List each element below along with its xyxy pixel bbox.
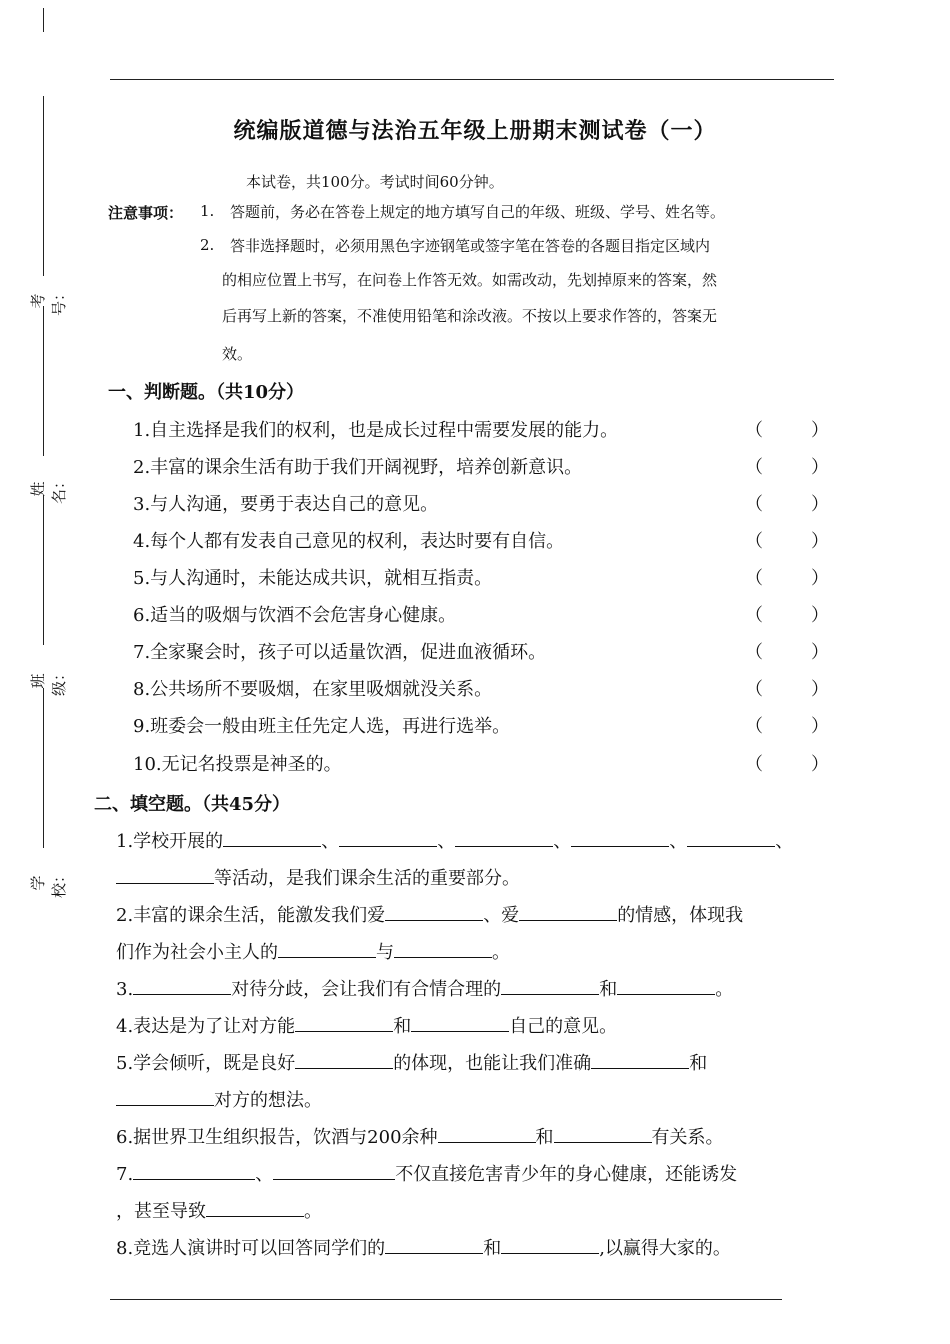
- question-text: 与: [376, 942, 394, 963]
- answer-blank[interactable]: [501, 976, 599, 995]
- answer-paren-close: ）: [811, 642, 829, 663]
- fill-question-7: [116, 1160, 737, 1186]
- note-number: 2.: [200, 236, 215, 254]
- answer-paren-open[interactable]: （: [745, 457, 763, 478]
- fill-question-6: [116, 1123, 724, 1149]
- question-text: 的情感，体现我: [617, 905, 744, 926]
- answer-paren-open[interactable]: （: [745, 679, 763, 700]
- question-text: 。: [715, 979, 734, 1000]
- question-text: 3.: [116, 979, 134, 1000]
- true-false-question: [133, 564, 833, 592]
- school-label: 学校：: [29, 868, 68, 899]
- fill-question-8: [116, 1234, 731, 1260]
- fill-question-2: [116, 901, 743, 927]
- question-text: 和: [599, 979, 618, 1000]
- question-text: 。: [304, 1201, 322, 1222]
- true-false-question: [133, 638, 833, 666]
- question-text: 和: [483, 1238, 502, 1259]
- question-text: 8.竞选人演讲时可以回答同学们的: [116, 1238, 386, 1259]
- question-text: 2.丰富的课余生活，能激发我们爱: [116, 905, 386, 926]
- header-rule: [110, 79, 834, 80]
- answer-blank[interactable]: [591, 1050, 689, 1069]
- note-line: 答题前，务必在答卷上规定的地方填写自己的年级、班级、学号、姓名等。: [230, 203, 726, 221]
- fill-question-7-cont: [116, 1197, 322, 1223]
- binding-line: [43, 306, 44, 456]
- fill-question-1: [116, 827, 793, 853]
- question-text: 和: [535, 1127, 554, 1148]
- fill-question-5-cont: [116, 1086, 322, 1112]
- note-line: 后再写上新的答案，不准使用铅笔和涂改液。不按以上要求作答的，答案无: [222, 307, 718, 325]
- binding-line-top: [43, 8, 44, 32]
- note-line: 答非选择题时，必须用黑色字迹钢笔或签字笔在答卷的各题目指定区域内: [230, 237, 711, 255]
- answer-blank[interactable]: [116, 1087, 214, 1106]
- separator: 、: [321, 831, 340, 852]
- notes-label: 注意事项：: [108, 204, 184, 222]
- note-line: 的相应位置上书写，在问卷上作答无效。如需改动，先划掉原来的答案，然: [222, 271, 718, 289]
- question-text: 和: [689, 1053, 708, 1074]
- answer-paren-close: ）: [811, 420, 829, 441]
- answer-paren-close: ）: [811, 716, 829, 737]
- question-text: 7.全家聚会时，孩子可以适量饮酒，促进血液循环。: [133, 642, 547, 663]
- answer-paren-close: ）: [811, 605, 829, 626]
- section-true-false-title: 一、判断题。（共10分）: [108, 382, 305, 403]
- exam-number-label: 考号：: [29, 286, 68, 317]
- footer-rule: [110, 1299, 782, 1300]
- answer-blank[interactable]: [273, 1161, 395, 1180]
- answer-blank[interactable]: [411, 1013, 509, 1032]
- question-text: 5.与人沟通时，未能达成共识，就相互指责。: [133, 568, 493, 589]
- answer-blank[interactable]: [455, 828, 553, 847]
- question-text: 的体现，也能让我们准确: [393, 1053, 592, 1074]
- question-text: 2.丰富的课余生活有助于我们开阔视野，培养创新意识。: [133, 457, 583, 478]
- question-text: 、: [255, 1164, 274, 1185]
- answer-paren-close: ）: [811, 568, 829, 589]
- note-number: 1.: [200, 202, 215, 220]
- separator: 、: [437, 831, 456, 852]
- true-false-question: [133, 490, 833, 518]
- section-fill-blank-title: 二、填空题。（共45分）: [94, 794, 291, 815]
- answer-blank[interactable]: [133, 976, 231, 995]
- separator: 、: [669, 831, 688, 852]
- true-false-question: [133, 601, 833, 629]
- question-text: 3.与人沟通，要勇于表达自己的意见。: [133, 494, 439, 515]
- question-text: 8.公共场所不要吸烟，在家里吸烟就没关系。: [133, 679, 493, 700]
- question-text: 7.: [116, 1164, 134, 1185]
- answer-blank[interactable]: [295, 1050, 393, 1069]
- answer-blank[interactable]: [438, 1124, 536, 1143]
- question-text: 10.无记名投票是神圣的。: [133, 754, 342, 775]
- answer-blank[interactable]: [385, 1235, 483, 1254]
- question-text: ，甚至导致: [116, 1201, 206, 1222]
- question-text: 4.每个人都有发表自己意见的权利，表达时要有自信。: [133, 531, 565, 552]
- question-text: 、爱: [483, 905, 520, 926]
- exam-intro: 本试卷，共100分。考试时间60分钟。: [246, 173, 504, 191]
- name-label: 姓名：: [29, 474, 68, 505]
- note-line: 效。: [222, 345, 253, 363]
- question-text: 9.班委会一般由班主任先定人选，再进行选举。: [133, 716, 511, 737]
- question-text: 。: [492, 942, 510, 963]
- question-text: 1.学校开展的: [116, 831, 224, 852]
- question-text: 不仅直接危害青少年的身心健康，还能诱发: [395, 1164, 738, 1185]
- answer-paren-open[interactable]: （: [745, 716, 763, 737]
- question-text: 6.适当的吸烟与饮酒不会危害身心健康。: [133, 605, 457, 626]
- fill-question-3: [116, 975, 733, 1001]
- fill-question-1-cont: [116, 864, 520, 890]
- binding-line: [43, 688, 44, 848]
- answer-blank[interactable]: [133, 1161, 255, 1180]
- answer-blank[interactable]: [206, 1198, 304, 1217]
- answer-paren-open[interactable]: （: [745, 605, 763, 626]
- true-false-question: [133, 527, 833, 555]
- answer-paren-close: ）: [811, 679, 829, 700]
- question-text: 4.表达是为了让对方能: [116, 1016, 296, 1037]
- answer-paren-close: ）: [811, 531, 829, 552]
- answer-blank[interactable]: [687, 828, 775, 847]
- answer-blank[interactable]: [501, 1235, 599, 1254]
- separator: 、: [553, 831, 572, 852]
- answer-paren-open[interactable]: （: [745, 642, 763, 663]
- answer-blank[interactable]: [116, 865, 214, 884]
- true-false-question: [133, 712, 833, 740]
- page-title: 统编版道德与法治五年级上册期末测试卷（一）: [233, 118, 717, 144]
- question-text: 对待分歧，会让我们有合情合理的: [231, 979, 502, 1000]
- answer-blank[interactable]: [571, 828, 669, 847]
- true-false-question: [133, 750, 833, 778]
- question-text: 5.学会倾听，既是良好: [116, 1053, 296, 1074]
- question-text: 自己的意见。: [509, 1016, 618, 1037]
- answer-paren-open[interactable]: （: [745, 754, 763, 775]
- binding-line: [43, 495, 44, 645]
- answer-paren-close: ）: [811, 457, 829, 478]
- true-false-question: [133, 416, 833, 444]
- question-text: 们作为社会小主人的: [116, 942, 278, 963]
- answer-blank[interactable]: [519, 902, 617, 921]
- answer-blank[interactable]: [278, 939, 376, 958]
- answer-paren-open[interactable]: （: [745, 568, 763, 589]
- fill-question-4: [116, 1012, 617, 1038]
- answer-paren-open[interactable]: （: [745, 531, 763, 552]
- answer-blank[interactable]: [385, 902, 483, 921]
- question-text: 6.据世界卫生组织报告，饮酒与200余种: [116, 1127, 438, 1148]
- answer-paren-open[interactable]: （: [745, 494, 763, 515]
- answer-blank[interactable]: [339, 828, 437, 847]
- question-text: 等活动，是我们课余生活的重要部分。: [214, 868, 520, 889]
- answer-blank[interactable]: [394, 939, 492, 958]
- answer-blank[interactable]: [554, 1124, 652, 1143]
- question-text: 有关系。: [651, 1127, 724, 1148]
- question-text: ,以赢得大家的。: [599, 1238, 731, 1259]
- answer-blank[interactable]: [223, 828, 321, 847]
- answer-paren-close: ）: [811, 754, 829, 775]
- fill-question-2-cont: [116, 938, 510, 964]
- fill-question-5: [116, 1049, 707, 1075]
- separator: 、: [775, 831, 794, 852]
- true-false-question: [133, 453, 833, 481]
- class-label: 班级：: [29, 666, 68, 697]
- answer-paren-open[interactable]: （: [745, 420, 763, 441]
- question-text: 1.自主选择是我们的权利，也是成长过程中需要发展的能力。: [133, 420, 619, 441]
- question-text: 和: [393, 1016, 412, 1037]
- answer-blank[interactable]: [295, 1013, 393, 1032]
- answer-blank[interactable]: [617, 976, 715, 995]
- question-text: 对方的想法。: [214, 1090, 322, 1111]
- answer-paren-close: ）: [811, 494, 829, 515]
- true-false-question: [133, 675, 833, 703]
